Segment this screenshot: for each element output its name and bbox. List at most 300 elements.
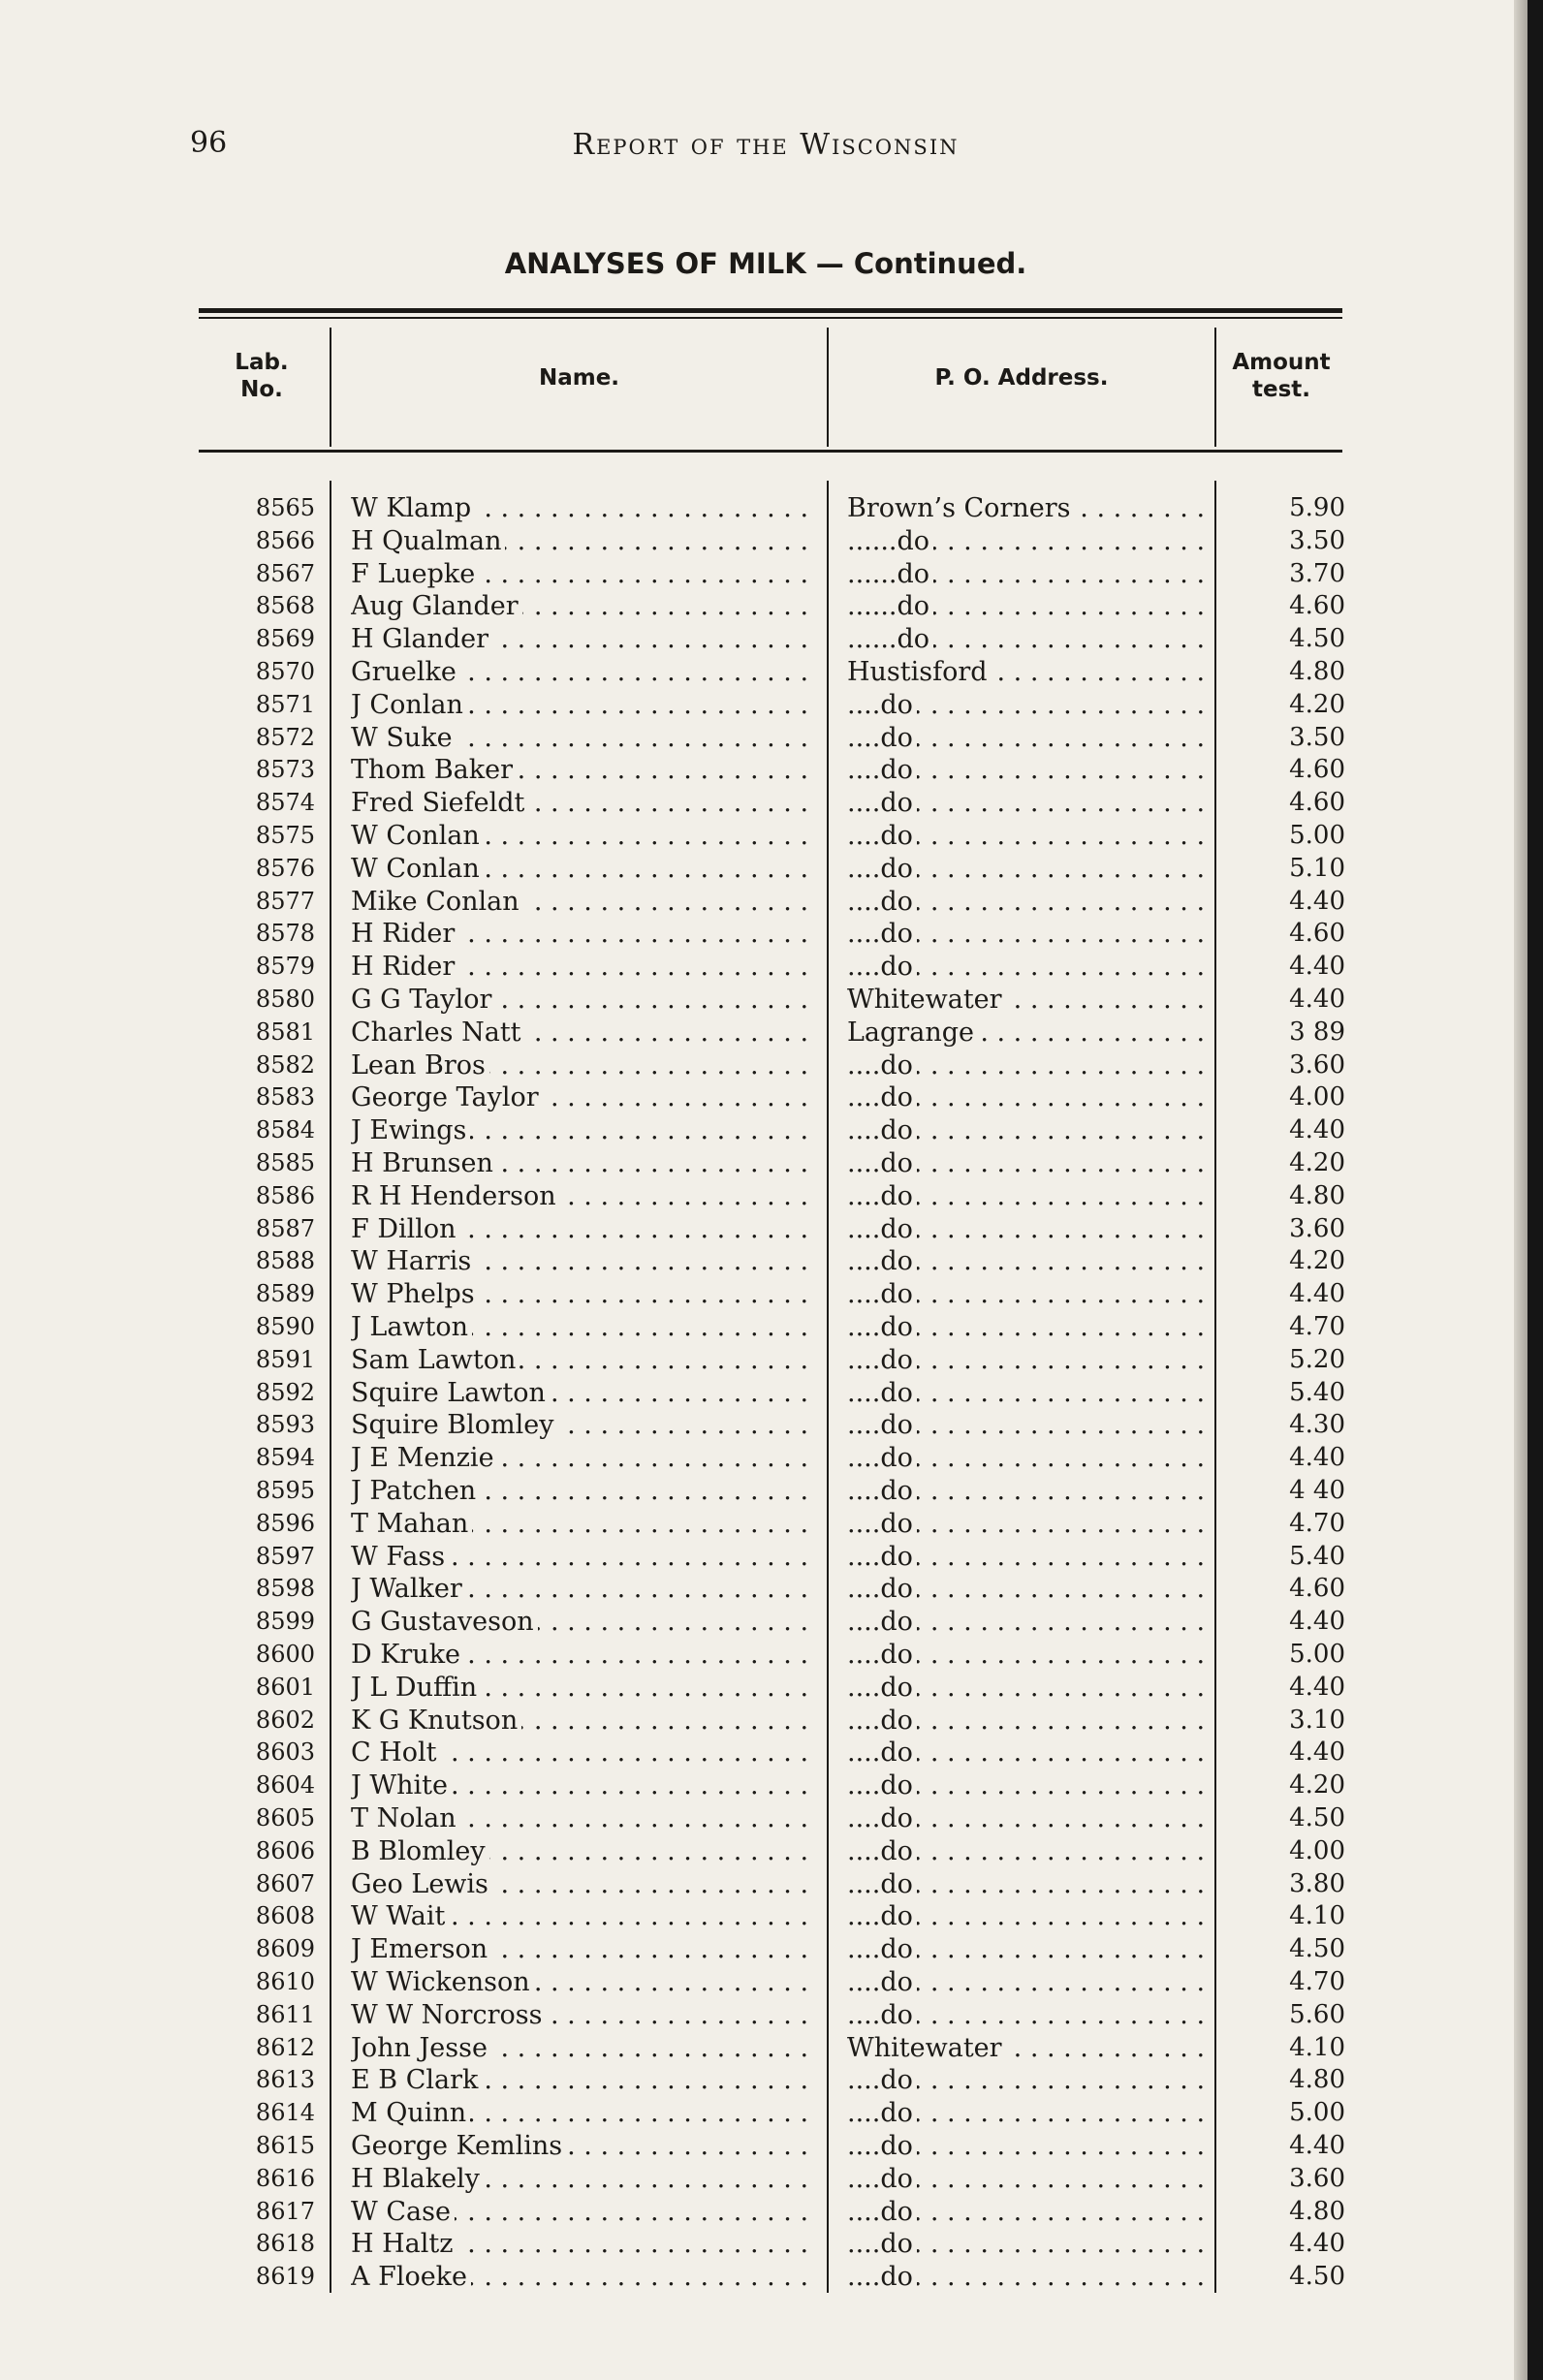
amount-test: 4.20 <box>1289 1770 1345 1801</box>
address-cell <box>847 1999 1206 2032</box>
amount-test: 4.80 <box>1289 657 1345 686</box>
leader-dots <box>351 984 816 1017</box>
table-title: ANALYSES OF MILK — Continued. <box>504 247 1027 280</box>
amount-test: 4.60 <box>1289 919 1345 949</box>
name-cell <box>351 754 816 787</box>
person-name: Lean Bros <box>351 1050 489 1080</box>
lab-number: 8593 <box>255 1411 315 1439</box>
lab-number: 8588 <box>255 1247 315 1275</box>
post-office-address: ....do <box>847 887 917 917</box>
person-name: H Glander <box>351 624 492 654</box>
table-row <box>0 1541 1357 1574</box>
leader-dots <box>351 1606 816 1639</box>
address-cell <box>847 1442 1206 1475</box>
name-cell <box>351 1966 816 1999</box>
person-name: Aug Glander <box>351 591 522 621</box>
name-cell <box>351 656 816 689</box>
name-cell <box>351 1999 816 2032</box>
name-cell <box>351 984 816 1017</box>
address-cell <box>847 2196 1206 2229</box>
post-office-address: ....do <box>847 1967 917 1997</box>
person-name: Sam Lawton <box>351 1345 520 1375</box>
leader-dots <box>847 787 1206 820</box>
lab-number: 8612 <box>255 2033 315 2061</box>
post-office-address: ....do <box>847 1148 917 1178</box>
person-name: Geo Lewis <box>351 1869 492 1899</box>
name-cell <box>351 2228 816 2261</box>
leader-dots <box>847 1933 1206 1966</box>
leader-dots <box>351 1999 816 2032</box>
leader-dots <box>351 2261 816 2294</box>
amount-test: 5.90 <box>1289 493 1345 522</box>
leader-dots <box>847 1147 1206 1180</box>
leader-dots <box>351 2196 816 2229</box>
person-name: W Phelps <box>351 1279 479 1309</box>
name-cell <box>351 918 816 951</box>
person-name: M Quinn <box>351 2098 470 2128</box>
table-row <box>0 2130 1357 2163</box>
leader-dots <box>351 2130 816 2163</box>
post-office-address: ....do <box>847 1574 917 1604</box>
leader-dots <box>847 2097 1206 2130</box>
table-row <box>0 558 1357 591</box>
amount-test: 5.60 <box>1289 1999 1345 2029</box>
name-cell <box>351 1442 816 1475</box>
leader-dots <box>351 1541 816 1574</box>
address-cell <box>847 1475 1206 1508</box>
lab-number: 8578 <box>255 920 315 948</box>
person-name: John Jesse <box>351 2033 491 2063</box>
lab-number: 8583 <box>255 1083 315 1112</box>
address-cell <box>847 1672 1206 1705</box>
table-row <box>0 722 1357 755</box>
person-name: W Conlan <box>351 854 484 884</box>
lab-number: 8609 <box>255 1935 315 1963</box>
leader-dots <box>351 1900 816 1933</box>
post-office-address: ....do <box>847 1901 917 1931</box>
leader-dots <box>351 2064 816 2097</box>
leader-dots <box>847 656 1206 689</box>
table-row <box>0 787 1357 820</box>
post-office-address: ....do <box>847 821 917 851</box>
address-cell <box>847 1081 1206 1114</box>
person-name: C Holt <box>351 1738 441 1768</box>
leader-dots <box>351 1147 816 1180</box>
post-office-address: ....do <box>847 854 917 884</box>
leader-dots <box>351 1049 816 1082</box>
leader-dots <box>847 1278 1206 1311</box>
leader-dots <box>847 1835 1206 1868</box>
address-cell <box>847 1409 1206 1442</box>
table-row <box>0 1606 1357 1639</box>
table-row <box>0 886 1357 919</box>
lab-number: 8597 <box>255 1542 315 1570</box>
amount-test: 4.60 <box>1289 1574 1345 1604</box>
name-cell <box>351 1508 816 1541</box>
amount-test: 4.10 <box>1289 2032 1345 2062</box>
lab-number: 8599 <box>255 1608 315 1636</box>
name-cell <box>351 1377 816 1410</box>
leader-dots <box>351 1180 816 1213</box>
address-cell <box>847 1802 1206 1835</box>
leader-dots <box>351 2032 816 2065</box>
name-cell <box>351 2130 816 2163</box>
address-cell <box>847 656 1206 689</box>
amount-test: 4.10 <box>1289 1901 1345 1931</box>
header-bottom-rule <box>199 450 1342 453</box>
leader-dots <box>351 1245 816 1278</box>
amount-test: 3 89 <box>1289 1017 1345 1047</box>
address-cell <box>847 2130 1206 2163</box>
name-cell <box>351 590 816 623</box>
lab-number: 8565 <box>255 494 315 521</box>
lab-number: 8604 <box>255 1771 315 1800</box>
post-office-address: ....do <box>847 2229 917 2259</box>
post-office-address: ....do <box>847 755 917 785</box>
person-name: H Haltz <box>351 2229 457 2259</box>
person-name: D Kruke <box>351 1640 464 1670</box>
table-row <box>0 1639 1357 1672</box>
table-row <box>0 1245 1357 1278</box>
amount-test: 4.40 <box>1289 985 1345 1014</box>
amount-test: 5.40 <box>1289 1377 1345 1407</box>
leader-dots <box>847 623 1206 656</box>
address-cell <box>847 820 1206 853</box>
leader-dots <box>351 1409 816 1442</box>
book-binding-edge <box>1527 0 1543 2380</box>
lab-number: 8617 <box>255 2197 315 2225</box>
amount-test: 3.50 <box>1289 722 1345 752</box>
table-row <box>0 1573 1357 1606</box>
post-office-address: ....do <box>847 1706 917 1736</box>
leader-dots <box>351 853 816 886</box>
leader-dots <box>847 918 1206 951</box>
lab-number: 8619 <box>255 2263 315 2291</box>
table-row <box>0 1442 1357 1475</box>
address-cell <box>847 689 1206 722</box>
amount-test: 3.60 <box>1289 1049 1345 1080</box>
leader-dots <box>847 2130 1206 2163</box>
post-office-address: ....do <box>847 1869 917 1899</box>
address-cell <box>847 1737 1206 1769</box>
person-name: Squire Blomley <box>351 1410 557 1440</box>
leader-dots <box>351 2163 816 2196</box>
leader-dots <box>847 2032 1206 2065</box>
name-cell <box>351 1409 816 1442</box>
name-cell <box>351 1802 816 1835</box>
amount-test: 4.70 <box>1289 1967 1345 1996</box>
table-row <box>0 2196 1357 2229</box>
name-cell <box>351 1311 816 1344</box>
leader-dots <box>847 1737 1206 1769</box>
table-row <box>0 492 1357 525</box>
post-office-address: ....do <box>847 1934 917 1964</box>
leader-dots <box>351 1705 816 1738</box>
leader-dots <box>847 1245 1206 1278</box>
address-cell <box>847 1966 1206 1999</box>
address-cell <box>847 1868 1206 1901</box>
lab-number: 8614 <box>255 2099 315 2127</box>
leader-dots <box>351 1573 816 1606</box>
table-row <box>0 984 1357 1017</box>
lab-number: 8594 <box>255 1444 315 1472</box>
lab-number: 8615 <box>255 2132 315 2159</box>
leader-dots <box>351 1213 816 1246</box>
leader-dots <box>847 1639 1206 1672</box>
table-row <box>0 1900 1357 1933</box>
leader-dots <box>351 590 816 623</box>
address-cell <box>847 1180 1206 1213</box>
post-office-address: ....do <box>847 1181 917 1211</box>
amount-test: 4.40 <box>1289 886 1345 916</box>
leader-dots <box>847 1868 1206 1901</box>
table-row <box>0 951 1357 984</box>
lab-number: 8613 <box>255 2066 315 2094</box>
post-office-address: ....do <box>847 2197 917 2227</box>
leader-dots <box>847 2261 1206 2294</box>
amount-test: 4.80 <box>1289 1180 1345 1210</box>
amount-test: 4.40 <box>1289 1279 1345 1309</box>
name-cell <box>351 1344 816 1377</box>
post-office-address: ....do <box>847 690 917 720</box>
table-row <box>0 820 1357 853</box>
header-address: P. O. Address. <box>934 365 1109 391</box>
leader-dots <box>351 689 816 722</box>
name-cell <box>351 1541 816 1574</box>
running-head: Report of the Wisconsin <box>572 128 960 162</box>
lab-number: 8579 <box>255 953 315 981</box>
amount-test: 4.40 <box>1289 1115 1345 1145</box>
post-office-address: ....do <box>847 2131 917 2161</box>
name-cell <box>351 1017 816 1049</box>
header-lab-line1: Lab. <box>235 350 289 375</box>
name-cell <box>351 853 816 886</box>
address-cell <box>847 2032 1206 2065</box>
lab-number: 8571 <box>255 690 315 718</box>
lab-number: 8573 <box>255 756 315 784</box>
address-cell <box>847 1213 1206 1246</box>
leader-dots <box>351 1835 816 1868</box>
table-row <box>0 2228 1357 2261</box>
leader-dots <box>351 623 816 656</box>
leader-dots <box>847 525 1206 558</box>
address-cell <box>847 984 1206 1017</box>
person-name: W Wickenson <box>351 1967 534 1997</box>
address-cell <box>847 2163 1206 2196</box>
post-office-address: Lagrange <box>847 1018 978 1048</box>
name-cell <box>351 1114 816 1147</box>
leader-dots <box>351 1737 816 1769</box>
name-cell <box>351 886 816 919</box>
name-cell <box>351 623 816 656</box>
leader-dots <box>351 1081 816 1114</box>
lab-number: 8608 <box>255 1902 315 1930</box>
lab-number: 8575 <box>255 822 315 849</box>
leader-dots <box>847 951 1206 984</box>
amount-test: 4.50 <box>1289 2262 1345 2292</box>
post-office-address: ....do <box>847 1542 917 1572</box>
lab-number: 8586 <box>255 1181 315 1209</box>
table-row <box>0 1508 1357 1541</box>
leader-dots <box>847 1966 1206 1999</box>
address-cell <box>847 722 1206 755</box>
header-amount-line1: Amount <box>1232 350 1331 375</box>
leader-dots <box>351 1114 816 1147</box>
name-cell <box>351 2097 816 2130</box>
leader-dots <box>351 1933 816 1966</box>
leader-dots <box>847 1769 1206 1802</box>
amount-test: 5.00 <box>1289 1640 1345 1669</box>
leader-dots <box>351 492 816 525</box>
name-cell <box>351 1835 816 1868</box>
name-cell <box>351 1933 816 1966</box>
table-row <box>0 2064 1357 2097</box>
lab-number: 8600 <box>255 1641 315 1668</box>
table-row <box>0 1017 1357 1049</box>
address-cell <box>847 623 1206 656</box>
person-name: H Brunsen <box>351 1148 497 1178</box>
post-office-address: ....do <box>847 1082 917 1112</box>
lab-number: 8587 <box>255 1214 315 1242</box>
header-lab-line2: No. <box>240 377 283 402</box>
amount-test: 4.70 <box>1289 1312 1345 1341</box>
address-cell <box>847 1769 1206 1802</box>
amount-test: 3.70 <box>1289 558 1345 588</box>
post-office-address: ....do <box>847 2000 917 2030</box>
leader-dots <box>847 1409 1206 1442</box>
name-cell <box>351 1769 816 1802</box>
page-edge-shadow <box>1514 0 1527 2380</box>
leader-dots <box>847 1017 1206 1049</box>
person-name: George Taylor <box>351 1082 543 1112</box>
address-cell <box>847 558 1206 591</box>
post-office-address: ....do <box>847 723 917 753</box>
name-cell <box>351 1049 816 1082</box>
lab-number: 8596 <box>255 1509 315 1537</box>
table-row <box>0 1114 1357 1147</box>
amount-test: 5.40 <box>1289 1541 1345 1571</box>
leader-dots <box>847 853 1206 886</box>
address-cell <box>847 1245 1206 1278</box>
name-cell <box>351 1081 816 1114</box>
address-cell <box>847 590 1206 623</box>
amount-test: 4.40 <box>1289 1607 1345 1637</box>
table-row <box>0 1933 1357 1966</box>
lab-number: 8607 <box>255 1869 315 1897</box>
leader-dots <box>351 1017 816 1049</box>
leader-dots <box>847 2228 1206 2261</box>
name-cell <box>351 1278 816 1311</box>
table-row <box>0 1966 1357 1999</box>
name-cell <box>351 2064 816 2097</box>
lab-number: 8616 <box>255 2164 315 2192</box>
post-office-address: ....do <box>847 1050 917 1080</box>
post-office-address: ....do <box>847 2065 917 2095</box>
table-row <box>0 1737 1357 1769</box>
address-cell <box>847 1147 1206 1180</box>
post-office-address: ....do <box>847 1214 917 1244</box>
lab-number: 8598 <box>255 1575 315 1603</box>
table-row <box>0 623 1357 656</box>
amount-test: 4.40 <box>1289 1672 1345 1702</box>
amount-test: 5.10 <box>1289 853 1345 883</box>
person-name: W W Norcross <box>351 2000 546 2030</box>
column-divider <box>1214 328 1216 447</box>
table-row <box>0 1311 1357 1344</box>
post-office-address: ....do <box>847 1246 917 1276</box>
address-cell <box>847 525 1206 558</box>
address-cell <box>847 1344 1206 1377</box>
leader-dots <box>351 1966 816 1999</box>
leader-dots <box>351 787 816 820</box>
leader-dots <box>351 525 816 558</box>
person-name: H Qualman <box>351 526 505 556</box>
table-row <box>0 1377 1357 1410</box>
table-row <box>0 1344 1357 1377</box>
lab-number: 8603 <box>255 1738 315 1767</box>
person-name: F Dillon <box>351 1214 460 1244</box>
leader-dots <box>847 1475 1206 1508</box>
column-divider <box>827 328 829 447</box>
leader-dots <box>351 886 816 919</box>
post-office-address: ......do <box>847 526 933 556</box>
leader-dots <box>351 1442 816 1475</box>
address-cell <box>847 1639 1206 1672</box>
address-cell <box>847 918 1206 951</box>
name-cell <box>351 1737 816 1769</box>
leader-dots <box>847 1573 1206 1606</box>
address-cell <box>847 2228 1206 2261</box>
person-name: R H Henderson <box>351 1181 560 1211</box>
person-name: W Klamp <box>351 493 475 523</box>
post-office-address: ....do <box>847 1279 917 1309</box>
header-lab-no <box>199 349 325 403</box>
address-cell <box>847 1705 1206 1738</box>
post-office-address: ....do <box>847 1115 917 1145</box>
table-row <box>0 1705 1357 1738</box>
person-name: A Floeke <box>351 2262 471 2292</box>
person-name: G Gustaveson <box>351 1607 538 1637</box>
table-row <box>0 2163 1357 2196</box>
lab-number: 8601 <box>255 1673 315 1701</box>
table-top-rule-thin <box>199 317 1342 319</box>
table-row <box>0 590 1357 623</box>
amount-test: 5.20 <box>1289 1344 1345 1374</box>
leader-dots <box>847 1114 1206 1147</box>
address-cell <box>847 1900 1206 1933</box>
lab-number: 8576 <box>255 854 315 882</box>
amount-test: 4.40 <box>1289 952 1345 982</box>
leader-dots <box>847 1213 1206 1246</box>
post-office-address: ......do <box>847 624 933 654</box>
address-cell <box>847 492 1206 525</box>
name-cell <box>351 2196 816 2229</box>
leader-dots <box>847 590 1206 623</box>
address-cell <box>847 1114 1206 1147</box>
leader-dots <box>847 1344 1206 1377</box>
table-row <box>0 853 1357 886</box>
amount-test: 4.70 <box>1289 1508 1345 1538</box>
name-cell <box>351 1900 816 1933</box>
table-row <box>0 1180 1357 1213</box>
name-cell <box>351 1245 816 1278</box>
person-name: F Luepke <box>351 559 479 589</box>
table-row <box>0 2032 1357 2065</box>
lab-number: 8602 <box>255 1706 315 1734</box>
name-cell <box>351 2163 816 2196</box>
post-office-address: ....do <box>847 1770 917 1801</box>
amount-test: 3.10 <box>1289 1705 1345 1735</box>
